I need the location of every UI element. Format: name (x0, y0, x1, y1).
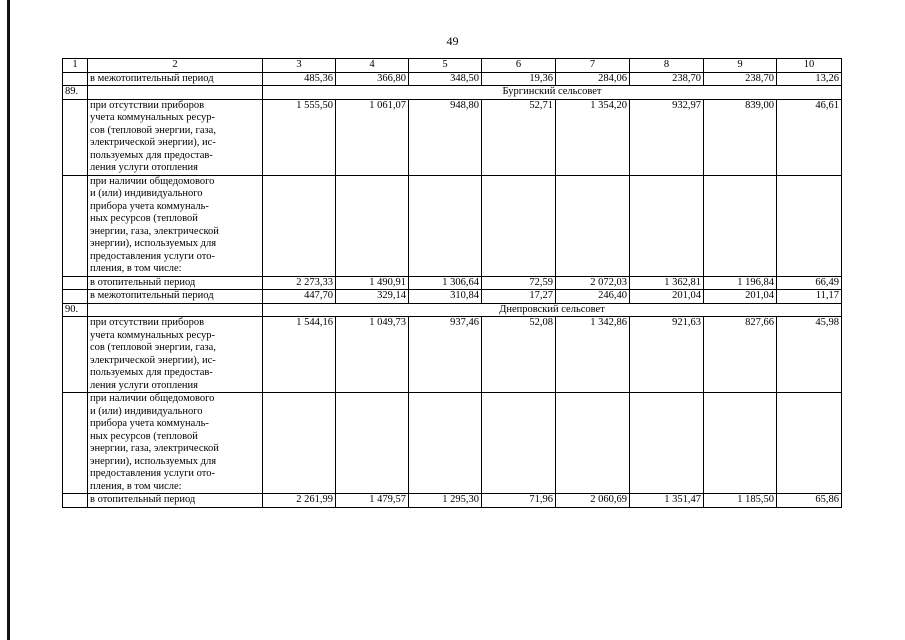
column-number: 1 (63, 59, 88, 73)
value-cell (482, 175, 556, 276)
value-cell (777, 175, 842, 276)
description-line: при наличии общедомового (90, 393, 215, 404)
section-title-row (63, 86, 842, 100)
value-cell: 65,86 (777, 494, 842, 508)
description-line: электрической энергии), ис- (90, 137, 216, 148)
section-empty-cell (88, 303, 263, 317)
column-number: 7 (556, 59, 630, 73)
value-cell: 1 490,91 (336, 276, 409, 290)
description-line: ления услуги отопления (90, 379, 198, 391)
value-cell: 66,49 (777, 276, 842, 290)
row-number-cell (63, 290, 88, 304)
value-cell: 2 060,69 (556, 494, 630, 508)
section-empty-cell (88, 86, 263, 100)
interheating-row (63, 290, 842, 304)
description-line: ления услуги отопления (90, 162, 198, 173)
value-cell (336, 393, 409, 494)
value-cell (409, 175, 482, 276)
value-cell: 1 362,81 (630, 276, 704, 290)
row-number-cell (63, 393, 88, 494)
column-number: 4 (336, 59, 409, 73)
description-line: пользуемых для предостав- (90, 149, 213, 161)
value-cell: 13,26 (777, 72, 842, 86)
value-cell: 1 479,57 (336, 494, 409, 508)
description-line: сов (тепловой энергии, газа, (90, 124, 216, 136)
with-meter-row (63, 175, 842, 276)
row-number-cell (63, 494, 88, 508)
row-number-cell (63, 175, 88, 276)
value-cell: 1 295,30 (409, 494, 482, 508)
value-cell: 1 555,50 (263, 99, 336, 175)
interheating-row (63, 72, 842, 86)
description-line: ных ресурсов (тепловой (90, 430, 198, 442)
value-cell (777, 393, 842, 494)
no-meter-row (63, 99, 842, 175)
row-number-cell (63, 276, 88, 290)
value-cell (263, 175, 336, 276)
tariff-table (62, 58, 842, 508)
description-line: и (или) индивидуального (90, 188, 203, 199)
row-number-cell (63, 72, 88, 86)
heating-row (63, 276, 842, 290)
value-cell: 72,59 (482, 276, 556, 290)
description-line: учета коммунальных ресур- (90, 112, 215, 123)
value-cell: 2 072,03 (556, 276, 630, 290)
description-line: ных ресурсов (тепловой (90, 213, 198, 224)
section-number: 89. (63, 86, 88, 100)
value-cell: 246,40 (556, 290, 630, 304)
value-cell: 52,71 (482, 99, 556, 175)
column-number: 10 (777, 59, 842, 73)
value-cell (630, 175, 704, 276)
column-number: 8 (630, 59, 704, 73)
description-line: пления, в том числе: (90, 480, 182, 492)
description-line: учета коммунальных ресур- (90, 329, 215, 341)
section-number: 90. (63, 303, 88, 317)
value-cell: 921,63 (630, 317, 704, 393)
column-number: 3 (263, 59, 336, 73)
column-number: 5 (409, 59, 482, 73)
value-cell: 932,97 (630, 99, 704, 175)
value-cell: 1 185,50 (704, 494, 777, 508)
page-number: 49 (446, 34, 459, 48)
value-cell (556, 175, 630, 276)
value-cell: 1 196,84 (704, 276, 777, 290)
value-cell (336, 175, 409, 276)
value-cell: 11,17 (777, 290, 842, 304)
value-cell: 45,98 (777, 317, 842, 393)
value-cell: 238,70 (704, 72, 777, 86)
value-cell: 238,70 (630, 72, 704, 86)
column-number: 6 (482, 59, 556, 73)
value-cell: 447,70 (263, 290, 336, 304)
value-cell (704, 175, 777, 276)
value-cell: 2 273,33 (263, 276, 336, 290)
value-cell: 201,04 (704, 290, 777, 304)
value-cell: 1 342,86 (556, 317, 630, 393)
description-line: сов (тепловой энергии, газа, (90, 342, 216, 353)
value-cell: 1 049,73 (336, 317, 409, 393)
value-cell (556, 393, 630, 494)
value-cell: 1 544,16 (263, 317, 336, 393)
description-line: предоставления услуги ото- (90, 250, 215, 262)
value-cell (630, 393, 704, 494)
value-cell: 366,80 (336, 72, 409, 86)
description-line: прибора учета коммуналь- (90, 418, 209, 429)
value-cell: 948,80 (409, 99, 482, 175)
value-cell: 201,04 (630, 290, 704, 304)
row-description (88, 175, 263, 276)
description-line: энергии), используемых для (90, 238, 217, 249)
value-cell (482, 393, 556, 494)
description-line: электрической энергии), ис- (90, 354, 216, 366)
value-cell: 348,50 (409, 72, 482, 86)
value-cell: 1 061,07 (336, 99, 409, 175)
description-line: энергии, газа, электрической (90, 225, 219, 237)
value-cell (704, 393, 777, 494)
page-left-border (7, 0, 10, 640)
value-cell: 17,27 (482, 290, 556, 304)
value-cell: 1 354,20 (556, 99, 630, 175)
value-cell: 1 351,47 (630, 494, 704, 508)
description-line: пления, в том числе: (90, 263, 182, 274)
with-meter-row (63, 393, 842, 494)
row-description (88, 393, 263, 494)
section-title: Днепровский сельсовет (263, 303, 842, 317)
value-cell: 329,14 (336, 290, 409, 304)
row-description: в отопительный период (88, 276, 263, 290)
value-cell: 71,96 (482, 494, 556, 508)
value-cell: 1 306,64 (409, 276, 482, 290)
description-line: пользуемых для предостав- (90, 367, 213, 378)
row-description (88, 99, 263, 175)
value-cell: 52,08 (482, 317, 556, 393)
value-cell: 485,36 (263, 72, 336, 86)
row-number-cell (63, 99, 88, 175)
value-cell: 839,00 (704, 99, 777, 175)
row-description: в отопительный период (88, 494, 263, 508)
description-line: при отсутствии приборов (90, 317, 205, 328)
heating-row (63, 494, 842, 508)
no-meter-row (63, 317, 842, 393)
value-cell: 937,46 (409, 317, 482, 393)
value-cell: 2 261,99 (263, 494, 336, 508)
description-line: и (или) индивидуального (90, 405, 203, 417)
section-title: Бургинский сельсовет (263, 86, 842, 100)
description-line: при отсутствии приборов (90, 99, 205, 111)
row-description (88, 317, 263, 393)
description-line: при наличии общедомового (90, 175, 215, 187)
description-line: энергии, газа, электрической (90, 443, 219, 454)
row-number-cell (63, 317, 88, 393)
value-cell (263, 393, 336, 494)
column-number-row (63, 59, 842, 73)
value-cell: 827,66 (704, 317, 777, 393)
value-cell: 310,84 (409, 290, 482, 304)
column-number: 9 (704, 59, 777, 73)
value-cell (409, 393, 482, 494)
row-description: в межотопительный период (88, 290, 263, 304)
value-cell: 46,61 (777, 99, 842, 175)
value-cell: 19,36 (482, 72, 556, 86)
value-cell: 284,06 (556, 72, 630, 86)
section-title-row (63, 303, 842, 317)
row-description: в межотопительный период (88, 72, 263, 86)
column-number: 2 (88, 59, 263, 73)
description-line: предоставления услуги ото- (90, 468, 215, 479)
description-line: энергии), используемых для (90, 455, 217, 467)
description-line: прибора учета коммуналь- (90, 200, 209, 212)
